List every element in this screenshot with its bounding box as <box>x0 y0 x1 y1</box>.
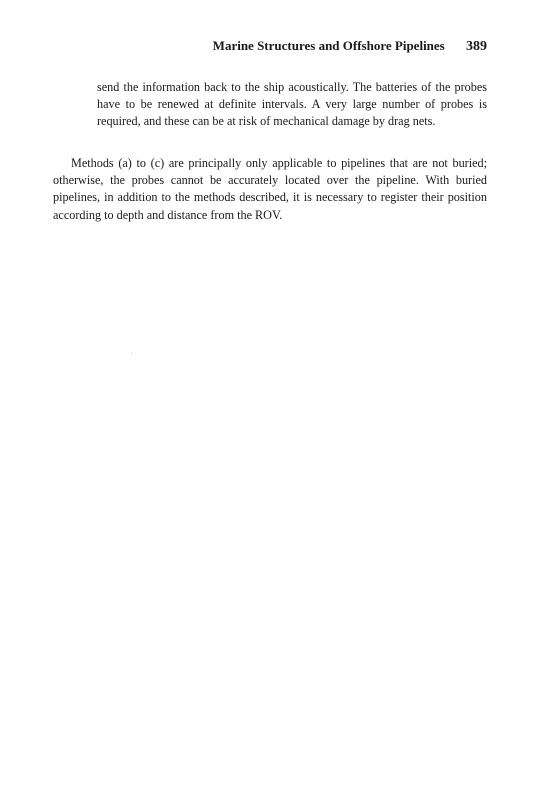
continued-list-text: send the information back to the ship acoustically. The batteries of the probes have to be renewed at definite intervals. A very large number of probes is required, and these can be at risk of mechanical damage by drag nets. <box>97 80 487 129</box>
page-number: 389 <box>466 39 487 54</box>
scan-artifact <box>131 353 132 354</box>
body-paragraph-text: Methods (a) to (c) are principally only applicable to pipelines that are not buried; otherwise, the probes cannot be accurately located over the pipeline. With buried pipelines, in addition to the methods described, it is necessary to register their position according to depth and distance from the ROV. <box>53 156 487 222</box>
running-header <box>57 38 487 55</box>
list-item-continuation <box>97 79 487 131</box>
body-paragraph <box>53 155 487 224</box>
running-header-title: Marine Structures and Offshore Pipelines <box>212 38 445 53</box>
